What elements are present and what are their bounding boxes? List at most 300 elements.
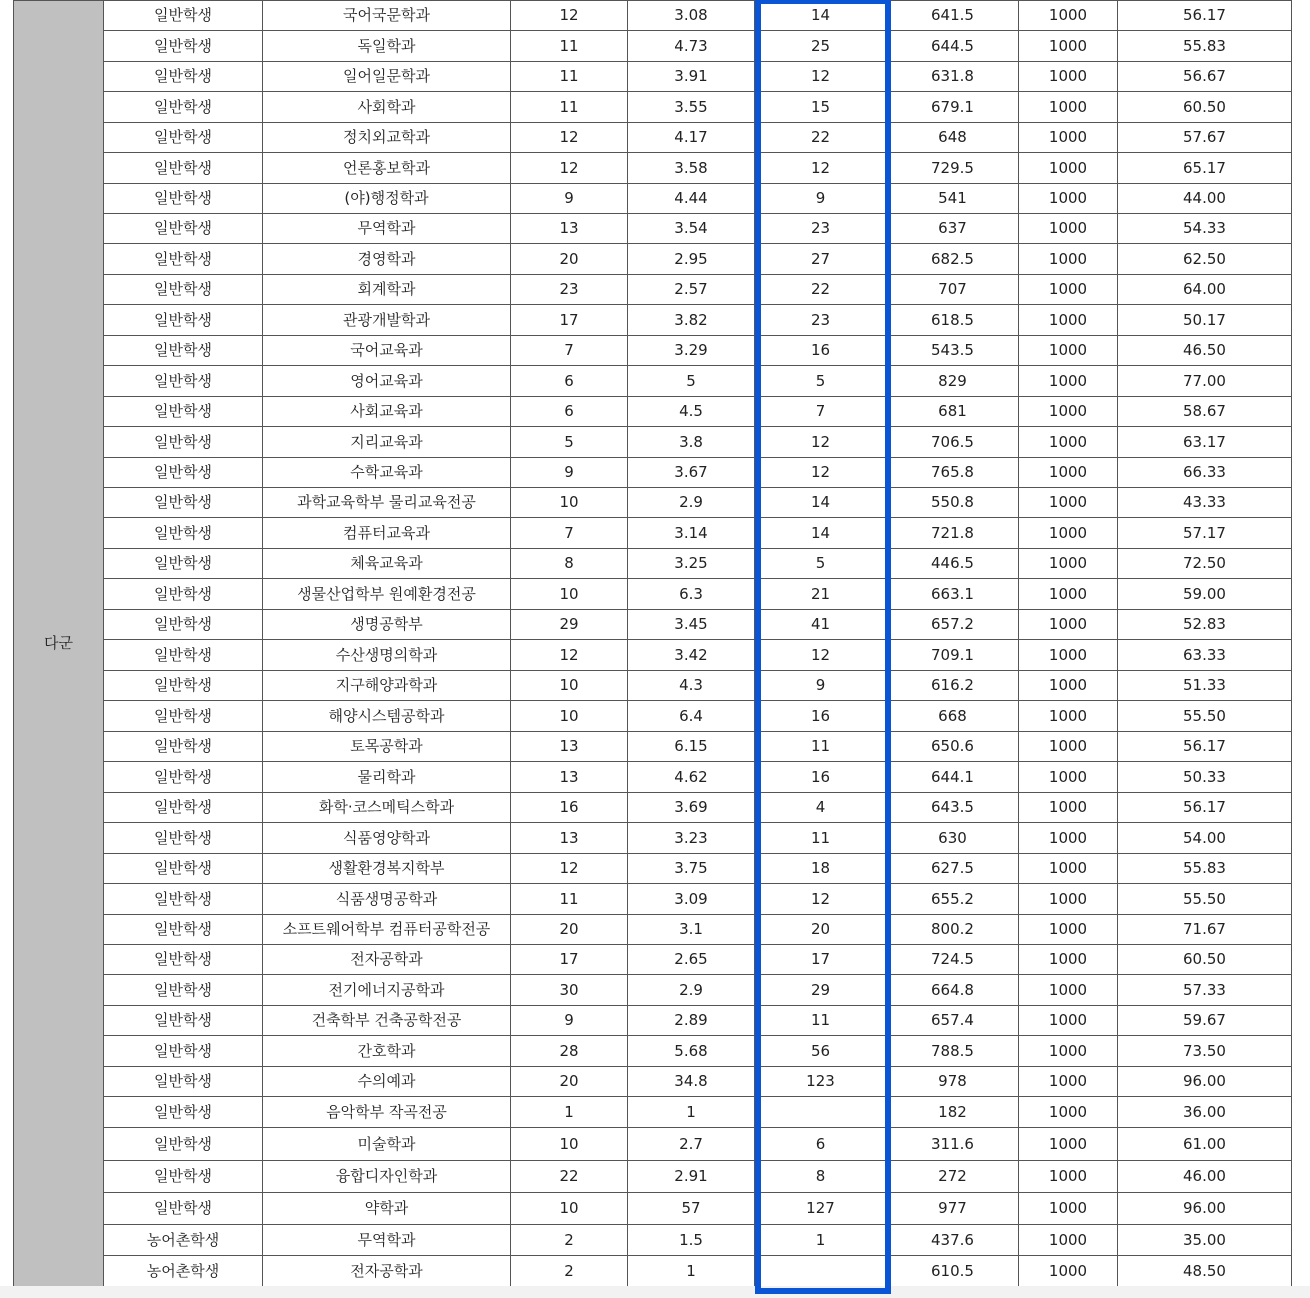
waitlist-rank-cell: 1 [755, 1225, 887, 1256]
quota-cell: 20 [511, 244, 628, 275]
table-row [14, 1067, 1292, 1097]
score-cell: 977 [887, 1193, 1019, 1225]
score-cell: 627.5 [887, 854, 1019, 884]
department-cell: 무역학과 [263, 214, 511, 244]
student-type-cell: 일반학생 [104, 184, 263, 214]
score-cell: 631.8 [887, 62, 1019, 92]
competition-rate-cell: 3.45 [628, 610, 755, 640]
table-row [14, 1036, 1292, 1067]
table-row [14, 1256, 1292, 1287]
department-cell: 관광개발학과 [263, 305, 511, 336]
percent-cell: 62.50 [1118, 244, 1292, 275]
full-score-cell: 1000 [1019, 945, 1118, 975]
department-cell: 물리학과 [263, 762, 511, 793]
competition-rate-cell: 3.54 [628, 214, 755, 244]
percent-cell: 55.83 [1118, 854, 1292, 884]
score-cell: 616.2 [887, 671, 1019, 701]
full-score-cell: 1000 [1019, 671, 1118, 701]
percent-cell: 56.17 [1118, 732, 1292, 762]
competition-rate-cell: 3.29 [628, 336, 755, 366]
student-type-cell: 일반학생 [104, 610, 263, 640]
full-score-cell: 1000 [1019, 458, 1118, 488]
table-row [14, 1006, 1292, 1036]
left-margin [0, 0, 13, 1298]
student-type-cell: 일반학생 [104, 123, 263, 153]
department-cell: 해양시스템공학과 [263, 701, 511, 732]
department-cell: 회계학과 [263, 275, 511, 305]
waitlist-rank-cell: 4 [755, 793, 887, 823]
table-row [14, 1097, 1292, 1128]
percent-cell: 35.00 [1118, 1225, 1292, 1256]
department-cell: 과학교육학부 물리교육전공 [263, 488, 511, 518]
score-cell: 657.2 [887, 610, 1019, 640]
competition-rate-cell: 1 [628, 1256, 755, 1287]
student-type-cell: 일반학생 [104, 336, 263, 366]
competition-rate-cell: 1.5 [628, 1225, 755, 1256]
waitlist-rank-cell: 123 [755, 1067, 887, 1097]
quota-cell: 9 [511, 1006, 628, 1036]
department-cell: 간호학과 [263, 1036, 511, 1067]
department-cell: 생물산업학부 원예환경전공 [263, 579, 511, 610]
student-type-cell: 농어촌학생 [104, 1225, 263, 1256]
student-type-cell: 일반학생 [104, 305, 263, 336]
percent-cell: 59.67 [1118, 1006, 1292, 1036]
percent-cell: 58.67 [1118, 397, 1292, 427]
quota-cell: 30 [511, 975, 628, 1006]
department-cell: 수의예과 [263, 1067, 511, 1097]
percent-cell: 66.33 [1118, 458, 1292, 488]
competition-rate-cell: 3.75 [628, 854, 755, 884]
quota-cell: 12 [511, 640, 628, 671]
quota-cell: 13 [511, 823, 628, 854]
score-cell: 182 [887, 1097, 1019, 1128]
department-cell: 국어교육과 [263, 336, 511, 366]
waitlist-rank-cell: 20 [755, 915, 887, 945]
table-row [14, 397, 1292, 427]
quota-cell: 6 [511, 366, 628, 397]
score-cell: 641.5 [887, 1, 1019, 31]
competition-rate-cell: 3.91 [628, 62, 755, 92]
student-type-cell: 일반학생 [104, 518, 263, 549]
student-type-cell: 일반학생 [104, 458, 263, 488]
department-cell: 지리교육과 [263, 427, 511, 458]
table-row [14, 305, 1292, 336]
score-cell: 681 [887, 397, 1019, 427]
table-row [14, 915, 1292, 945]
percent-cell: 36.00 [1118, 1097, 1292, 1128]
competition-rate-cell: 6.15 [628, 732, 755, 762]
student-type-cell: 일반학생 [104, 640, 263, 671]
student-type-cell: 일반학생 [104, 275, 263, 305]
percent-cell: 59.00 [1118, 579, 1292, 610]
score-cell: 618.5 [887, 305, 1019, 336]
waitlist-rank-cell: 12 [755, 153, 887, 184]
waitlist-rank-cell: 21 [755, 579, 887, 610]
competition-rate-cell: 4.5 [628, 397, 755, 427]
quota-cell: 10 [511, 701, 628, 732]
table-row [14, 823, 1292, 854]
score-cell: 655.2 [887, 884, 1019, 915]
competition-rate-cell: 57 [628, 1193, 755, 1225]
percent-cell: 57.17 [1118, 518, 1292, 549]
competition-rate-cell: 2.95 [628, 244, 755, 275]
table-row [14, 640, 1292, 671]
percent-cell: 61.00 [1118, 1128, 1292, 1161]
quota-cell: 10 [511, 1128, 628, 1161]
student-type-cell: 일반학생 [104, 1036, 263, 1067]
table-row [14, 854, 1292, 884]
department-cell: 영어교육과 [263, 366, 511, 397]
full-score-cell: 1000 [1019, 62, 1118, 92]
percent-cell: 63.33 [1118, 640, 1292, 671]
full-score-cell: 1000 [1019, 884, 1118, 915]
department-cell: 언론홍보학과 [263, 153, 511, 184]
waitlist-rank-cell: 16 [755, 336, 887, 366]
percent-cell: 54.00 [1118, 823, 1292, 854]
student-type-cell: 일반학생 [104, 397, 263, 427]
full-score-cell: 1000 [1019, 1, 1118, 31]
waitlist-rank-cell: 12 [755, 640, 887, 671]
waitlist-rank-cell: 18 [755, 854, 887, 884]
score-cell: 724.5 [887, 945, 1019, 975]
table-row [14, 549, 1292, 579]
quota-cell: 8 [511, 549, 628, 579]
student-type-cell: 일반학생 [104, 732, 263, 762]
score-cell: 610.5 [887, 1256, 1019, 1287]
percent-cell: 73.50 [1118, 1036, 1292, 1067]
quota-cell: 29 [511, 610, 628, 640]
student-type-cell: 일반학생 [104, 31, 263, 62]
department-cell: 약학과 [263, 1193, 511, 1225]
waitlist-rank-cell: 56 [755, 1036, 887, 1067]
percent-cell: 46.00 [1118, 1161, 1292, 1193]
department-cell: 음악학부 작곡전공 [263, 1097, 511, 1128]
percent-cell: 54.33 [1118, 214, 1292, 244]
percent-cell: 48.50 [1118, 1256, 1292, 1287]
percent-cell: 46.50 [1118, 336, 1292, 366]
student-type-cell: 일반학생 [104, 945, 263, 975]
competition-rate-cell: 5 [628, 366, 755, 397]
percent-cell: 55.50 [1118, 701, 1292, 732]
quota-cell: 22 [511, 1161, 628, 1193]
quota-cell: 10 [511, 579, 628, 610]
full-score-cell: 1000 [1019, 1161, 1118, 1193]
score-cell: 644.1 [887, 762, 1019, 793]
competition-rate-cell: 3.08 [628, 1, 755, 31]
table-row [14, 945, 1292, 975]
competition-rate-cell: 3.67 [628, 458, 755, 488]
student-type-cell: 일반학생 [104, 92, 263, 123]
quota-cell: 2 [511, 1256, 628, 1287]
department-cell: 무역학과 [263, 1225, 511, 1256]
table-row [14, 518, 1292, 549]
student-type-cell: 일반학생 [104, 915, 263, 945]
quota-cell: 13 [511, 732, 628, 762]
percent-cell: 44.00 [1118, 184, 1292, 214]
group-label-cell: 다군 [14, 1, 104, 1287]
competition-rate-cell: 3.42 [628, 640, 755, 671]
full-score-cell: 1000 [1019, 579, 1118, 610]
student-type-cell: 일반학생 [104, 62, 263, 92]
table-row [14, 1225, 1292, 1256]
full-score-cell: 1000 [1019, 1128, 1118, 1161]
student-type-cell: 일반학생 [104, 854, 263, 884]
competition-rate-cell: 2.57 [628, 275, 755, 305]
score-cell: 679.1 [887, 92, 1019, 123]
competition-rate-cell: 4.3 [628, 671, 755, 701]
table-row [14, 184, 1292, 214]
table-row [14, 153, 1292, 184]
full-score-cell: 1000 [1019, 123, 1118, 153]
student-type-cell: 일반학생 [104, 1067, 263, 1097]
competition-rate-cell: 3.55 [628, 92, 755, 123]
percent-cell: 96.00 [1118, 1193, 1292, 1225]
competition-rate-cell: 3.1 [628, 915, 755, 945]
competition-rate-cell: 3.58 [628, 153, 755, 184]
waitlist-rank-cell: 9 [755, 671, 887, 701]
department-cell: 국어국문학과 [263, 1, 511, 31]
student-type-cell: 일반학생 [104, 427, 263, 458]
department-cell: 융합디자인학과 [263, 1161, 511, 1193]
department-cell: 컴퓨터교육과 [263, 518, 511, 549]
department-cell: 일어일문학과 [263, 62, 511, 92]
quota-cell: 7 [511, 336, 628, 366]
waitlist-rank-cell: 14 [755, 488, 887, 518]
full-score-cell: 1000 [1019, 275, 1118, 305]
quota-cell: 11 [511, 62, 628, 92]
table-row [14, 1161, 1292, 1193]
student-type-cell: 일반학생 [104, 244, 263, 275]
table-row [14, 975, 1292, 1006]
waitlist-rank-cell: 16 [755, 762, 887, 793]
quota-cell: 12 [511, 123, 628, 153]
full-score-cell: 1000 [1019, 762, 1118, 793]
table-row [14, 336, 1292, 366]
waitlist-rank-cell: 17 [755, 945, 887, 975]
full-score-cell: 1000 [1019, 518, 1118, 549]
bottom-strip [0, 1286, 1310, 1298]
quota-cell: 17 [511, 305, 628, 336]
waitlist-rank-cell: 11 [755, 823, 887, 854]
department-cell: 생명공학부 [263, 610, 511, 640]
percent-cell: 71.67 [1118, 915, 1292, 945]
waitlist-rank-cell: 14 [755, 1, 887, 31]
student-type-cell: 일반학생 [104, 1128, 263, 1161]
quota-cell: 10 [511, 488, 628, 518]
student-type-cell: 일반학생 [104, 975, 263, 1006]
quota-cell: 9 [511, 458, 628, 488]
department-cell: 생활환경복지학부 [263, 854, 511, 884]
competition-rate-cell: 4.17 [628, 123, 755, 153]
quota-cell: 10 [511, 1193, 628, 1225]
student-type-cell: 일반학생 [104, 579, 263, 610]
percent-cell: 96.00 [1118, 1067, 1292, 1097]
percent-cell: 57.67 [1118, 123, 1292, 153]
score-cell: 630 [887, 823, 1019, 854]
department-cell: 사회학과 [263, 92, 511, 123]
full-score-cell: 1000 [1019, 305, 1118, 336]
student-type-cell: 일반학생 [104, 823, 263, 854]
quota-cell: 6 [511, 397, 628, 427]
table-row [14, 1128, 1292, 1161]
percent-cell: 43.33 [1118, 488, 1292, 518]
waitlist-rank-cell: 25 [755, 31, 887, 62]
waitlist-rank-cell [755, 1097, 887, 1128]
table-row [14, 214, 1292, 244]
department-cell: 독일학과 [263, 31, 511, 62]
student-type-cell: 일반학생 [104, 884, 263, 915]
table-row [14, 732, 1292, 762]
score-cell: 800.2 [887, 915, 1019, 945]
competition-rate-cell: 2.9 [628, 975, 755, 1006]
percent-cell: 63.17 [1118, 427, 1292, 458]
student-type-cell: 일반학생 [104, 366, 263, 397]
table-row [14, 610, 1292, 640]
table-row [14, 31, 1292, 62]
department-cell: (야)행정학과 [263, 184, 511, 214]
full-score-cell: 1000 [1019, 701, 1118, 732]
department-cell: 체육교육과 [263, 549, 511, 579]
table-row [14, 793, 1292, 823]
score-cell: 765.8 [887, 458, 1019, 488]
quota-cell: 11 [511, 31, 628, 62]
full-score-cell: 1000 [1019, 1036, 1118, 1067]
full-score-cell: 1000 [1019, 640, 1118, 671]
waitlist-rank-cell: 12 [755, 62, 887, 92]
score-cell: 721.8 [887, 518, 1019, 549]
percent-cell: 57.33 [1118, 975, 1292, 1006]
table-row [14, 62, 1292, 92]
quota-cell: 9 [511, 184, 628, 214]
waitlist-rank-cell: 12 [755, 427, 887, 458]
waitlist-rank-cell: 5 [755, 549, 887, 579]
percent-cell: 51.33 [1118, 671, 1292, 701]
full-score-cell: 1000 [1019, 1006, 1118, 1036]
waitlist-rank-cell: 22 [755, 123, 887, 153]
full-score-cell: 1000 [1019, 1256, 1118, 1287]
waitlist-rank-cell: 7 [755, 397, 887, 427]
table-row [14, 1193, 1292, 1225]
admissions-table [13, 0, 1292, 1287]
quota-cell: 23 [511, 275, 628, 305]
department-cell: 토목공학과 [263, 732, 511, 762]
student-type-cell: 일반학생 [104, 488, 263, 518]
score-cell: 709.1 [887, 640, 1019, 671]
percent-cell: 60.50 [1118, 945, 1292, 975]
table-row [14, 366, 1292, 397]
percent-cell: 56.17 [1118, 1, 1292, 31]
waitlist-rank-cell: 23 [755, 214, 887, 244]
quota-cell: 13 [511, 762, 628, 793]
table-row [14, 275, 1292, 305]
full-score-cell: 1000 [1019, 244, 1118, 275]
competition-rate-cell: 4.44 [628, 184, 755, 214]
department-cell: 식품영양학과 [263, 823, 511, 854]
waitlist-rank-cell: 15 [755, 92, 887, 123]
competition-rate-cell: 3.69 [628, 793, 755, 823]
quota-cell: 28 [511, 1036, 628, 1067]
student-type-cell: 일반학생 [104, 214, 263, 244]
student-type-cell: 일반학생 [104, 1097, 263, 1128]
student-type-cell: 일반학생 [104, 793, 263, 823]
score-cell: 648 [887, 123, 1019, 153]
score-cell: 664.8 [887, 975, 1019, 1006]
waitlist-rank-cell: 6 [755, 1128, 887, 1161]
student-type-cell: 일반학생 [104, 1006, 263, 1036]
competition-rate-cell: 6.3 [628, 579, 755, 610]
competition-rate-cell: 2.65 [628, 945, 755, 975]
score-cell: 788.5 [887, 1036, 1019, 1067]
percent-cell: 56.67 [1118, 62, 1292, 92]
table-row [14, 671, 1292, 701]
percent-cell: 60.50 [1118, 92, 1292, 123]
department-cell: 전자공학과 [263, 945, 511, 975]
score-cell: 541 [887, 184, 1019, 214]
percent-cell: 72.50 [1118, 549, 1292, 579]
full-score-cell: 1000 [1019, 793, 1118, 823]
competition-rate-cell: 3.23 [628, 823, 755, 854]
full-score-cell: 1000 [1019, 975, 1118, 1006]
student-type-cell: 일반학생 [104, 671, 263, 701]
department-cell: 전자공학과 [263, 1256, 511, 1287]
score-cell: 729.5 [887, 153, 1019, 184]
score-cell: 650.6 [887, 732, 1019, 762]
percent-cell: 65.17 [1118, 153, 1292, 184]
quota-cell: 11 [511, 884, 628, 915]
full-score-cell: 1000 [1019, 427, 1118, 458]
full-score-cell: 1000 [1019, 488, 1118, 518]
department-cell: 미술학과 [263, 1128, 511, 1161]
department-cell: 전기에너지공학과 [263, 975, 511, 1006]
waitlist-rank-cell: 9 [755, 184, 887, 214]
waitlist-rank-cell: 5 [755, 366, 887, 397]
quota-cell: 13 [511, 214, 628, 244]
score-cell: 272 [887, 1161, 1019, 1193]
table-row [14, 579, 1292, 610]
score-cell: 663.1 [887, 579, 1019, 610]
waitlist-rank-cell: 11 [755, 1006, 887, 1036]
competition-rate-cell: 6.4 [628, 701, 755, 732]
quota-cell: 5 [511, 427, 628, 458]
score-cell: 550.8 [887, 488, 1019, 518]
table-body [14, 1, 1292, 1287]
quota-cell: 17 [511, 945, 628, 975]
waitlist-rank-cell: 23 [755, 305, 887, 336]
competition-rate-cell: 2.89 [628, 1006, 755, 1036]
full-score-cell: 1000 [1019, 92, 1118, 123]
full-score-cell: 1000 [1019, 732, 1118, 762]
full-score-cell: 1000 [1019, 823, 1118, 854]
table-row [14, 762, 1292, 793]
quota-cell: 12 [511, 854, 628, 884]
full-score-cell: 1000 [1019, 915, 1118, 945]
score-cell: 668 [887, 701, 1019, 732]
score-cell: 829 [887, 366, 1019, 397]
score-cell: 543.5 [887, 336, 1019, 366]
department-cell: 식품생명공학과 [263, 884, 511, 915]
competition-rate-cell: 2.91 [628, 1161, 755, 1193]
department-cell: 소프트웨어학부 컴퓨터공학전공 [263, 915, 511, 945]
quota-cell: 20 [511, 1067, 628, 1097]
waitlist-rank-cell: 16 [755, 701, 887, 732]
score-cell: 446.5 [887, 549, 1019, 579]
student-type-cell: 일반학생 [104, 1, 263, 31]
full-score-cell: 1000 [1019, 366, 1118, 397]
student-type-cell: 일반학생 [104, 549, 263, 579]
score-cell: 311.6 [887, 1128, 1019, 1161]
table-row [14, 701, 1292, 732]
score-cell: 643.5 [887, 793, 1019, 823]
